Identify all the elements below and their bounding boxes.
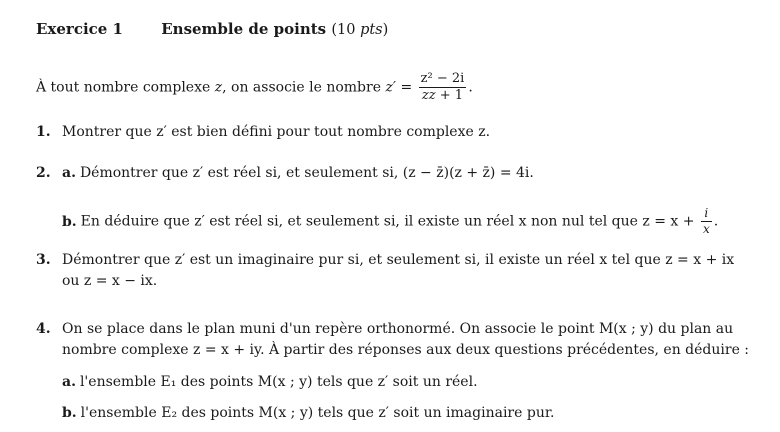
question-4-line-1: On se place dans le plan muni d'un repère orthonormé. On associe le point M(x ; y) du plan au bbox=[62, 321, 734, 337]
question-4a-label: a. bbox=[62, 374, 76, 390]
exercise-header bbox=[36, 20, 388, 38]
exercise-label: Exercice 1 bbox=[36, 20, 123, 38]
question-3-line-2: ou z = x − ix. bbox=[62, 273, 158, 289]
question-4b bbox=[62, 404, 554, 422]
intro-fraction: $\frac{\text{z² − 2i}}{z\overline{z} + 1}$ bbox=[420, 71, 465, 103]
question-4-line-2: nombre complexe z = x + iy. À partir des réponses aux deux questions précédentes, en déduire : bbox=[62, 342, 750, 358]
question-1-number: 1. bbox=[36, 124, 51, 140]
question-4a bbox=[62, 373, 478, 391]
question-4-number: 4. bbox=[36, 321, 51, 337]
question-4b-text: l'ensemble E₂ des points M(x ; y) tels que z′ soit un imaginaire pur. bbox=[80, 405, 555, 421]
question-4b-label: b. bbox=[62, 405, 77, 421]
question-1-text: Montrer que z′ est bien défini pour tout nombre complexe z. bbox=[62, 124, 491, 140]
intro-statement: À tout nombre complexe z, on associe le nombre z′ = $\frac{\text{z² − 2i}}{z\overline{z} + 1}$ . bbox=[36, 71, 473, 103]
question-2b-text: En déduire que z′ est réel si, et seulement si, il existe un réel x non nul tel que z = x + bbox=[80, 213, 695, 230]
question-2-number: 2. bbox=[36, 165, 51, 181]
exercise-title: Ensemble de points bbox=[161, 20, 327, 38]
question-3-line-1: Démontrer que z′ est un imaginaire pur si, et seulement si, il existe un réel x tel que z = x + ix bbox=[62, 252, 735, 268]
question-2b-label: b. bbox=[62, 213, 77, 230]
points-value: (10 pts) bbox=[331, 22, 389, 38]
question-4a-text: l'ensemble E₁ des points M(x ; y) tels que z′ soit un réel. bbox=[79, 374, 478, 390]
question-2a bbox=[62, 164, 534, 182]
question-2b-fraction: $\frac{i}{x}$ bbox=[702, 206, 710, 236]
question-3-number: 3. bbox=[36, 252, 51, 268]
question-2a-text: Démontrer que z′ est réel si, et seulement si, (z − z̄)(z + z̄) = 4i. bbox=[79, 165, 534, 181]
question-2a-label: a. bbox=[62, 165, 76, 181]
question-2b: b. En déduire que z′ est réel si, et seulement si, il existe un réel x non nul tel que z = x + $\frac{i}{x}$ . bbox=[62, 206, 719, 236]
